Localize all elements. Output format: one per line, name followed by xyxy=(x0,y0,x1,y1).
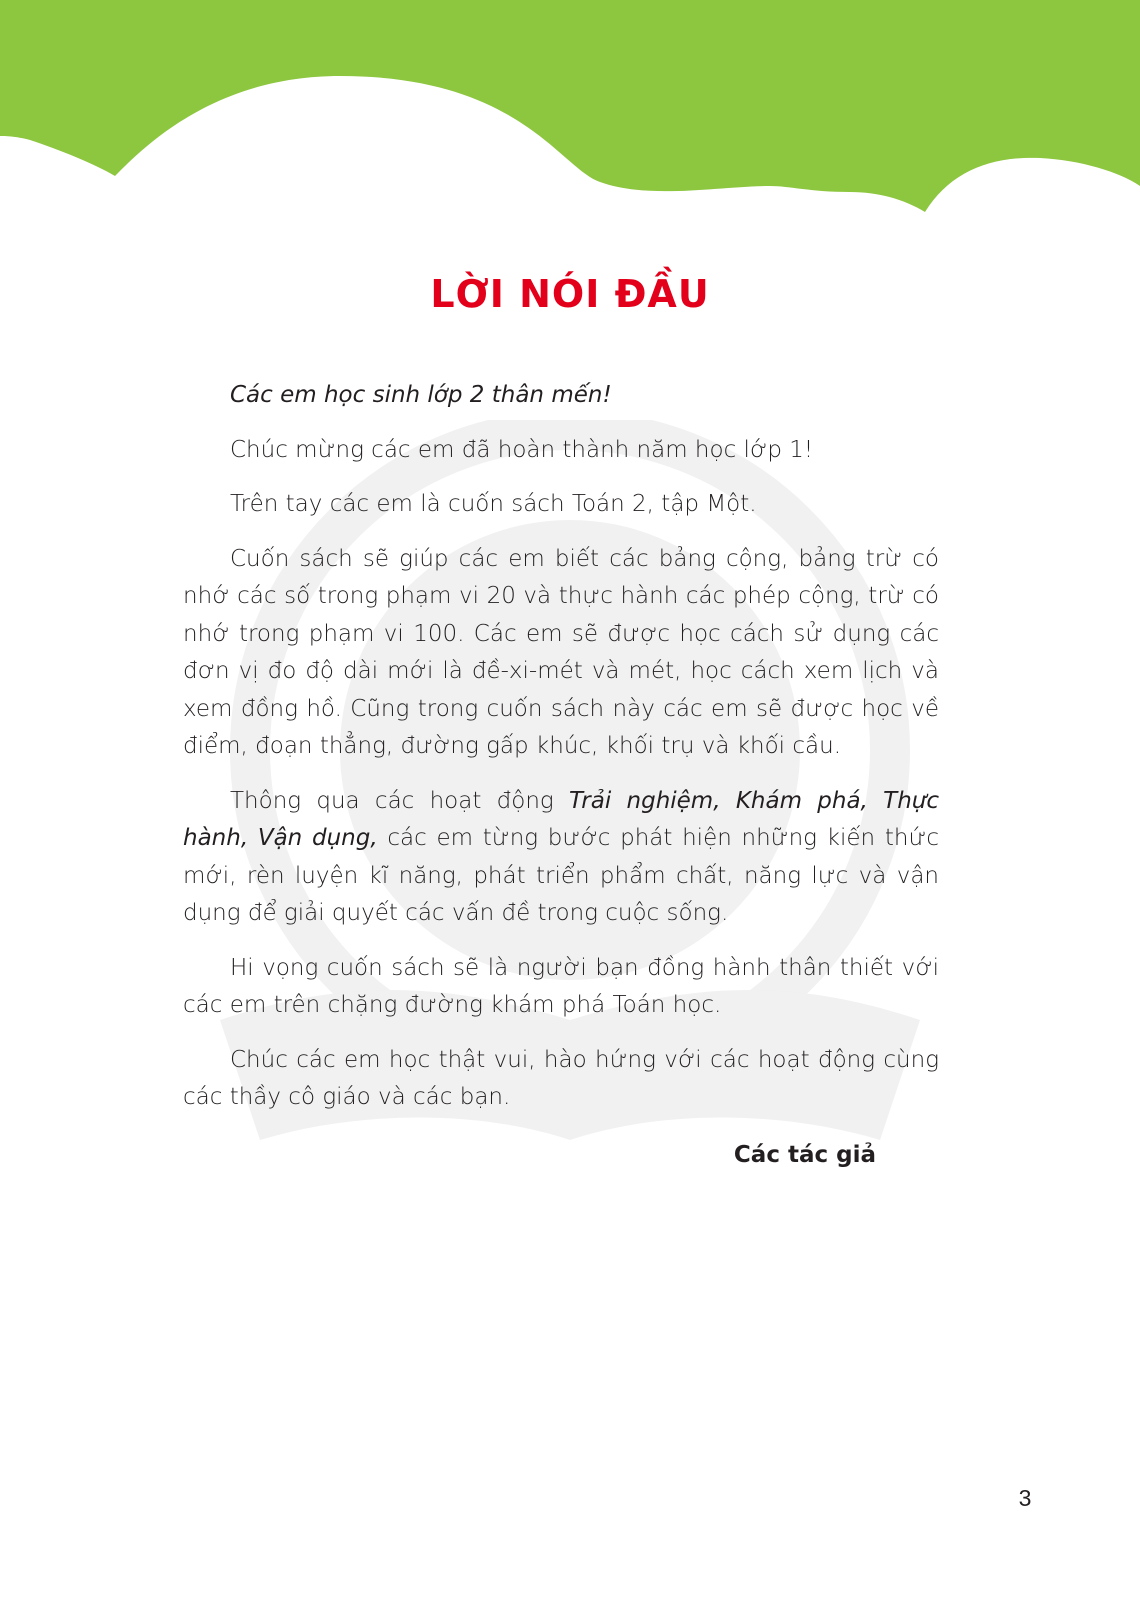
activities-names: Trải nghiệm, Khám phá, Thực hành, Vận dụng, xyxy=(183,787,939,851)
paragraph-contents: Cuốn sách sẽ giúp các em biết các bảng cộng, bảng trừ có nhớ các số trong phạm vi 20 và thực hành các phép cộng, trừ có nhớ trong phạm vi 100. Các em sẽ được học cách sử dụng các đơn vị đo độ dài mới là đề-xi-mét và mét, học cách xem lịch và xem đồng hồ. Cũng trong cuốn sách này các em sẽ được học về điểm, đoạn thẳng, đường gấp khúc, khối trụ và khối cầu. xyxy=(183,545,939,759)
activities-intro: Thông qua các hoạt động xyxy=(230,787,554,814)
signature: Các tác giả xyxy=(733,1142,876,1168)
activities-rest: các em từng bước phát hiện những kiến thức mới, rèn luyện kĩ năng, phát triển phẩm chất, năng lực và vận dụng để giải quyết các vấn đề trong cuộc sống. xyxy=(183,825,939,926)
paragraph-congrats: Chúc mừng các em đã hoàn thành năm học lớp 1! xyxy=(230,436,814,463)
greeting xyxy=(183,377,939,415)
paragraph-activities xyxy=(183,783,939,933)
page-number: 3 xyxy=(1018,1485,1032,1511)
header-cloud-banner xyxy=(0,0,1140,230)
green-cloud-shape xyxy=(0,0,1140,212)
page-title: LỜI NÓI ĐẦU xyxy=(430,272,710,316)
paragraph-book-intro: Trên tay các em là cuốn sách Toán 2, tập Một. xyxy=(230,491,757,517)
preface-body xyxy=(183,377,939,1134)
greeting-text: Các em học sinh lớp 2 thân mến! xyxy=(230,382,612,408)
paragraph-hope: Hi vọng cuốn sách sẽ là người bạn đồng hành thân thiết với các em trên chặng đường khám phá Toán học. xyxy=(183,954,939,1018)
paragraph-wish: Chúc các em học thật vui, hào hứng với các hoạt động cùng các thầy cô giáo và các bạn. xyxy=(183,1046,939,1110)
